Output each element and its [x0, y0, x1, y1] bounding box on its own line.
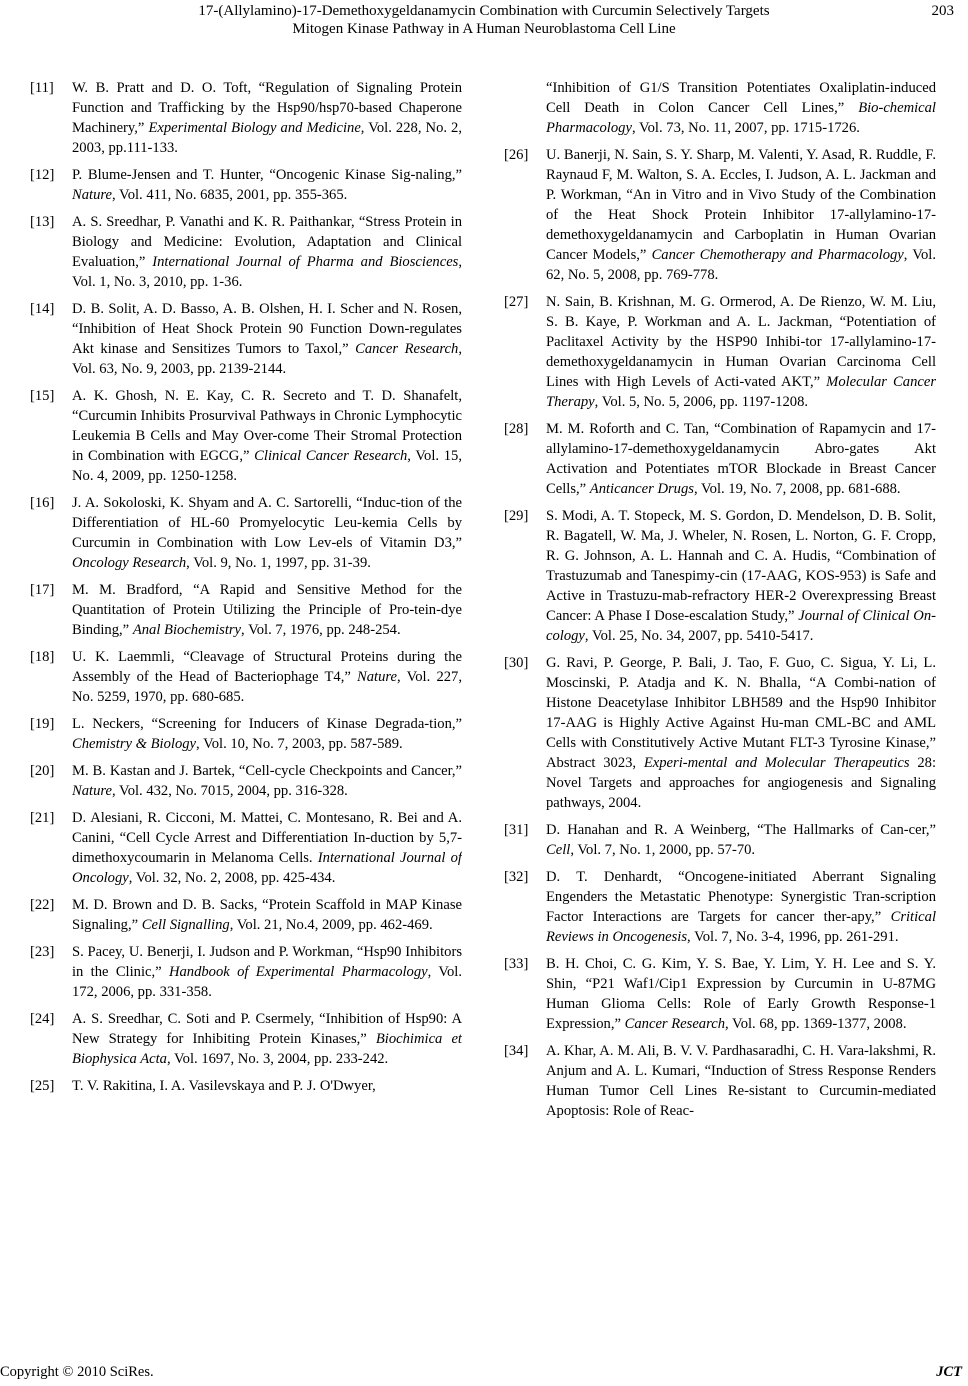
reference-entry — [30, 1009, 462, 1069]
reference-source: Anticancer Drugs — [589, 481, 694, 497]
reference-text: A. Khar, A. M. Ali, B. V. V. Pardhasaradhi, C. H. Vara-lakshmi, R. Anjum and A. L. Kumari, “Induction of Stress Response Renders Human Tumor Cell Lines Re-sistant to Curcumin-mediated Apoptosis: Role of Reac- — [546, 1043, 936, 1119]
reference-source: Critical Reviews in Oncogenesis — [546, 909, 936, 945]
reference-text: D. B. Solit, A. D. Basso, A. B. Olshen, H. I. Scher and N. Rosen, “Inhibition of Heat Shock Protein 90 Function Down-regulates Akt kinase and Sensitizes Tumors to Taxol,” — [72, 301, 462, 357]
reference-entry — [30, 493, 462, 573]
reference-text: M. M. Roforth and C. Tan, “Combination of Rapamycin and 17-allylamino-17-demethoxygeldanamycin Abro-gates Akt Activation and Potentiates mTOR Blockade in Breast Cancer Cells,” — [546, 421, 936, 497]
reference-entry — [30, 1076, 462, 1096]
running-title-line-2: Mitogen Kinase Pathway in A Human Neuroblastoma Cell Line — [292, 21, 676, 37]
reference-source: Bio-chemical Pharmacology — [546, 100, 936, 136]
reference-text: S. Modi, A. T. Stopeck, M. S. Gordon, D. Mendelson, D. B. Solit, R. Bagatell, W. Ma, J. Wheler, N. Rosen, L. Norton, G. F. Cropp, R. G. Johnson, A. L. Hannah and C. A. Hudis, “Combination of Trastuzumab and Tanespimy-cin (17-AAG, KOS-953) is Safe and Active in Trastuzu-mab-refractory HER-2 Overexpressing Breast Cancer: A Phase I Dose-escalation Study,” — [546, 508, 936, 624]
reference-entry — [30, 942, 462, 1002]
reference-details: , Vol. 7, 1976, pp. 248-254. — [241, 622, 401, 638]
reference-details: , Vol. 62, No. 5, 2008, pp. 769-778. — [546, 247, 936, 283]
reference-number: [22] — [30, 897, 55, 913]
reference-number: [25] — [30, 1078, 55, 1094]
reference-number: [32] — [504, 869, 529, 885]
reference-text: G. Ravi, P. George, P. Bali, J. Tao, F. Guo, C. Sigua, Y. Li, L. Moscinski, P. Atadja and K. N. Bhalla, “A Combi-nation of Histone Deacetylase Inhibitor LBH589 and the Hsp90 Inhibitor 17-AAG is Highly Active Against Hu-man CML-BC and AML Cells with Constitutively Active Mutant FLT-3 Tyrosine Kinase,” Abstract 3023, — [546, 655, 936, 771]
reference-source: Nature — [72, 187, 112, 203]
reference-source: Experi-mental and Molecular Therapeutics — [643, 755, 910, 771]
reference-entry — [504, 1041, 936, 1121]
reference-entry — [504, 820, 936, 860]
reference-entry — [504, 506, 936, 646]
reference-text: W. B. Pratt and D. O. Toft, “Regulation of Signaling Protein Function and Trafficking by the Hsp90/hsp70-based Chaperone Machinery,” — [72, 80, 462, 136]
reference-number: [17] — [30, 582, 55, 598]
reference-text: D. T. Denhardt, “Oncogene-initiated Aberrant Signaling Engenders the Metastatic Phenotype: Synergistic Tran-scription Factor Interactions are Targets for cancer ther-apy,” — [546, 869, 936, 925]
reference-text: M. M. Bradford, “A Rapid and Sensitive Method for the Quantitation of Protein Utilizing the Principle of Pro-tein-dye Binding,” — [72, 582, 462, 638]
reference-text: L. Neckers, “Screening for Inducers of Kinase Degrada-tion,” — [72, 716, 462, 732]
reference-entry — [30, 761, 462, 801]
reference-text: S. Pacey, U. Benerji, I. Judson and P. Workman, “Hsp90 Inhibitors in the Clinic,” — [72, 944, 462, 980]
reference-details: , Vol. 32, No. 2, 2008, pp. 425-434. — [128, 870, 336, 886]
reference-number: [29] — [504, 508, 529, 524]
reference-entry — [504, 653, 936, 813]
reference-entry — [504, 867, 936, 947]
reference-entry — [504, 145, 936, 285]
reference-number: [20] — [30, 763, 55, 779]
reference-number: [28] — [504, 421, 529, 437]
reference-text: P. Blume-Jensen and T. Hunter, “Oncogenic Kinase Sig-naling,” — [72, 167, 462, 183]
reference-source: Oncology Research — [72, 555, 187, 571]
reference-details: , Vol. 228, No. 2, 2003, pp.111-133. — [72, 120, 462, 156]
reference-number: [26] — [504, 147, 529, 163]
reference-details: , Vol. 432, No. 7015, 2004, pp. 316-328. — [112, 783, 348, 799]
reference-details: , Vol. 172, 2006, pp. 331-358. — [72, 964, 462, 1000]
reference-source: International Journal of Oncology — [72, 850, 462, 886]
reference-details: , Vol. 5, No. 5, 2006, pp. 1197-1208. — [594, 394, 809, 410]
reference-source: Handbook of Experimental Pharmacology — [168, 964, 428, 980]
reference-source: Biochimica et Biophysica Acta — [72, 1031, 462, 1067]
reference-source: Cell Signalling — [141, 917, 230, 933]
reference-entry — [30, 580, 462, 640]
reference-entry — [30, 647, 462, 707]
reference-number: [18] — [30, 649, 55, 665]
reference-details: , Vol. 7, No. 1, 2000, pp. 57-70. — [570, 842, 756, 858]
left-column — [30, 78, 462, 1348]
reference-number: [13] — [30, 214, 55, 230]
reference-text: B. H. Choi, C. G. Kim, Y. S. Bae, Y. Lim, Y. H. Lee and S. Y. Shin, “P21 Waf1/Cip1 Expression by Curcumin in U-87MG Human Glioma Cells: Role of Early Growth Response-1 Expression,” — [546, 956, 936, 1032]
reference-number: [14] — [30, 301, 55, 317]
reference-details: , Vol. 25, No. 34, 2007, pp. 5410-5417. — [584, 628, 814, 644]
reference-number: [31] — [504, 822, 529, 838]
reference-details: , Vol. 21, No.4, 2009, pp. 462-469. — [229, 917, 433, 933]
reference-source: Molecular Cancer Therapy — [546, 374, 936, 410]
reference-details: , Vol. 63, No. 9, 2003, pp. 2139-2144. — [72, 341, 462, 377]
reference-source: Experimental Biology and Medicine — [148, 120, 361, 136]
reference-entry — [504, 419, 936, 499]
reference-text: J. A. Sokoloski, K. Shyam and A. C. Sartorelli, “Induc-tion of the Differentiation of HL-60 Promyelocytic Leu-kemia Cells by Curcumin in Combination with Low Lev-els of Vitamin D3,” — [72, 495, 462, 551]
reference-number: [19] — [30, 716, 55, 732]
reference-source: Clinical Cancer Research — [254, 448, 408, 464]
reference-number: [21] — [30, 810, 55, 826]
right-column — [504, 78, 936, 1348]
reference-text: M. D. Brown and D. B. Sacks, “Protein Scaffold in MAP Kinase Signaling,” — [72, 897, 462, 933]
page-header — [0, 0, 968, 44]
reference-details: , Vol. 10, No. 7, 2003, pp. 587-589. — [196, 736, 403, 752]
reference-entry — [30, 78, 462, 158]
reference-source: Nature — [357, 669, 398, 685]
reference-text: A. S. Sreedhar, C. Soti and P. Csermely, “Inhibition of Hsp90: A New Strategy for Inhibiting Protein Kinases,” — [72, 1011, 462, 1047]
reference-text: T. V. Rakitina, I. A. Vasilevskaya and P. J. O'Dwyer, — [72, 1078, 376, 1094]
reference-entry — [504, 292, 936, 412]
reference-number: [11] — [30, 80, 54, 96]
reference-details: , Vol. 1, No. 3, 2010, pp. 1-36. — [72, 254, 462, 290]
reference-source: Cancer Chemotherapy and Pharmacology — [651, 247, 904, 263]
reference-source: Nature — [72, 783, 112, 799]
reference-number: [27] — [504, 294, 529, 310]
reference-number: [12] — [30, 167, 55, 183]
reference-source: Anal Biochemistry — [132, 622, 242, 638]
reference-text: A. S. Sreedhar, P. Vanathi and K. R. Paithankar, “Stress Protein in Biology and Medicine: Evolution, Adaptation and Clinical Evaluation,” — [72, 214, 462, 270]
reference-text: M. B. Kastan and J. Bartek, “Cell-cycle Checkpoints and Cancer,” — [72, 763, 462, 779]
reference-source: International Journal of Pharma and Biosciences — [152, 254, 459, 270]
reference-entry — [30, 386, 462, 486]
reference-text: N. Sain, B. Krishnan, M. G. Ormerod, A. De Rienzo, W. M. Liu, S. B. Kaye, P. Workman and A. L. Jackman, “Potentiation of Paclitaxel Activity by the HSP90 Inhibi-tor 17-allylamino-17-demethoxygeldanamycin in Human Ovarian Carcinoma Cell Lines with High Levels of Acti-vated AKT,” — [546, 294, 936, 390]
reference-details: 28: Novel Targets and approaches for angiogenesis and Signaling pathways, 2004. — [546, 755, 936, 811]
reference-text: D. Hanahan and R. A Weinberg, “The Hallmarks of Can-cer,” — [546, 822, 936, 838]
reference-source: Cancer Research — [624, 1016, 726, 1032]
reference-source: Cell — [546, 842, 571, 858]
reference-source: Cancer Research — [355, 341, 459, 357]
reference-details: , Vol. 227, No. 5259, 1970, pp. 680-685. — [72, 669, 462, 705]
reference-text: “Inhibition of G1/S Transition Potentiates Oxaliplatin-induced Cell Death in Colon Cancer Cell Lines,” — [546, 80, 936, 116]
reference-number: [24] — [30, 1011, 55, 1027]
reference-details: , Vol. 73, No. 11, 2007, pp. 1715-1726. — [631, 120, 860, 136]
reference-number: [30] — [504, 655, 529, 671]
reference-details: , Vol. 15, No. 4, 2009, pp. 1250-1258. — [72, 448, 462, 484]
journal-abbreviation: JCT — [936, 1364, 962, 1380]
reference-entry — [504, 954, 936, 1034]
reference-text: A. K. Ghosh, N. E. Kay, C. R. Secreto and T. D. Shanafelt, “Curcumin Inhibits Prosurvival Pathways in Chronic Lymphocytic Leukemia B Cells and May Over-come Their Stromal Protection in Combination with EGCG,” — [72, 388, 462, 464]
reference-number: [33] — [504, 956, 529, 972]
running-title-line-1: 17-(Allylamino)-17-Demethoxygeldanamycin Combination with Curcumin Selectively Targets — [198, 3, 770, 19]
reference-details: , Vol. 19, No. 7, 2008, pp. 681-688. — [693, 481, 901, 497]
reference-text: U. K. Laemmli, “Cleavage of Structural Proteins during the Assembly of the Head of Bacteriophage T4,” — [72, 649, 462, 685]
reference-number: [34] — [504, 1043, 529, 1059]
reference-entry — [30, 714, 462, 754]
reference-details: , Vol. 68, pp. 1369-1377, 2008. — [725, 1016, 907, 1032]
page-footer — [0, 1362, 968, 1384]
copyright-notice: Copyright © 2010 SciRes. — [0, 1364, 154, 1380]
reference-source: Journal of Clinical On-cology — [546, 608, 936, 644]
reference-entry-continued — [504, 78, 936, 138]
page-number: 203 — [931, 3, 954, 19]
reference-entry — [30, 212, 462, 292]
reference-source: Chemistry & Biology — [72, 736, 197, 752]
reference-entry — [30, 165, 462, 205]
reference-details: , Vol. 9, No. 1, 1997, pp. 31-39. — [186, 555, 371, 571]
reference-details: , Vol. 7, No. 3-4, 1996, pp. 261-291. — [687, 929, 899, 945]
reference-text: U. Banerji, N. Sain, S. Y. Sharp, M. Valenti, Y. Asad, R. Ruddle, F. Raynaud F, M. Walton, S. A. Eccles, I. Judson, A. L. Jackman and P. Workman, “An in Vitro and in Vivo Study of the Combination of the Heat Shock Protein Inhibitor 17-allylamino-17-demethoxygeldanamycin and Carboplatin in Human Ovarian Cancer Models,” — [546, 147, 936, 263]
reference-number: [23] — [30, 944, 55, 960]
reference-entry — [30, 808, 462, 888]
reference-entry — [30, 895, 462, 935]
reference-number: [15] — [30, 388, 55, 404]
reference-details: , Vol. 411, No. 6835, 2001, pp. 355-365. — [112, 187, 348, 203]
reference-entry — [30, 299, 462, 379]
reference-text: D. Alesiani, R. Cicconi, M. Mattei, C. Montesano, R. Bei and A. Canini, “Cell Cycle Arrest and Differentiation In-duction by 5,7-dimethoxycoumarin in Melanoma Cells. — [72, 810, 462, 866]
reference-details: , Vol. 1697, No. 3, 2004, pp. 233-242. — [166, 1051, 389, 1067]
reference-number: [16] — [30, 495, 55, 511]
